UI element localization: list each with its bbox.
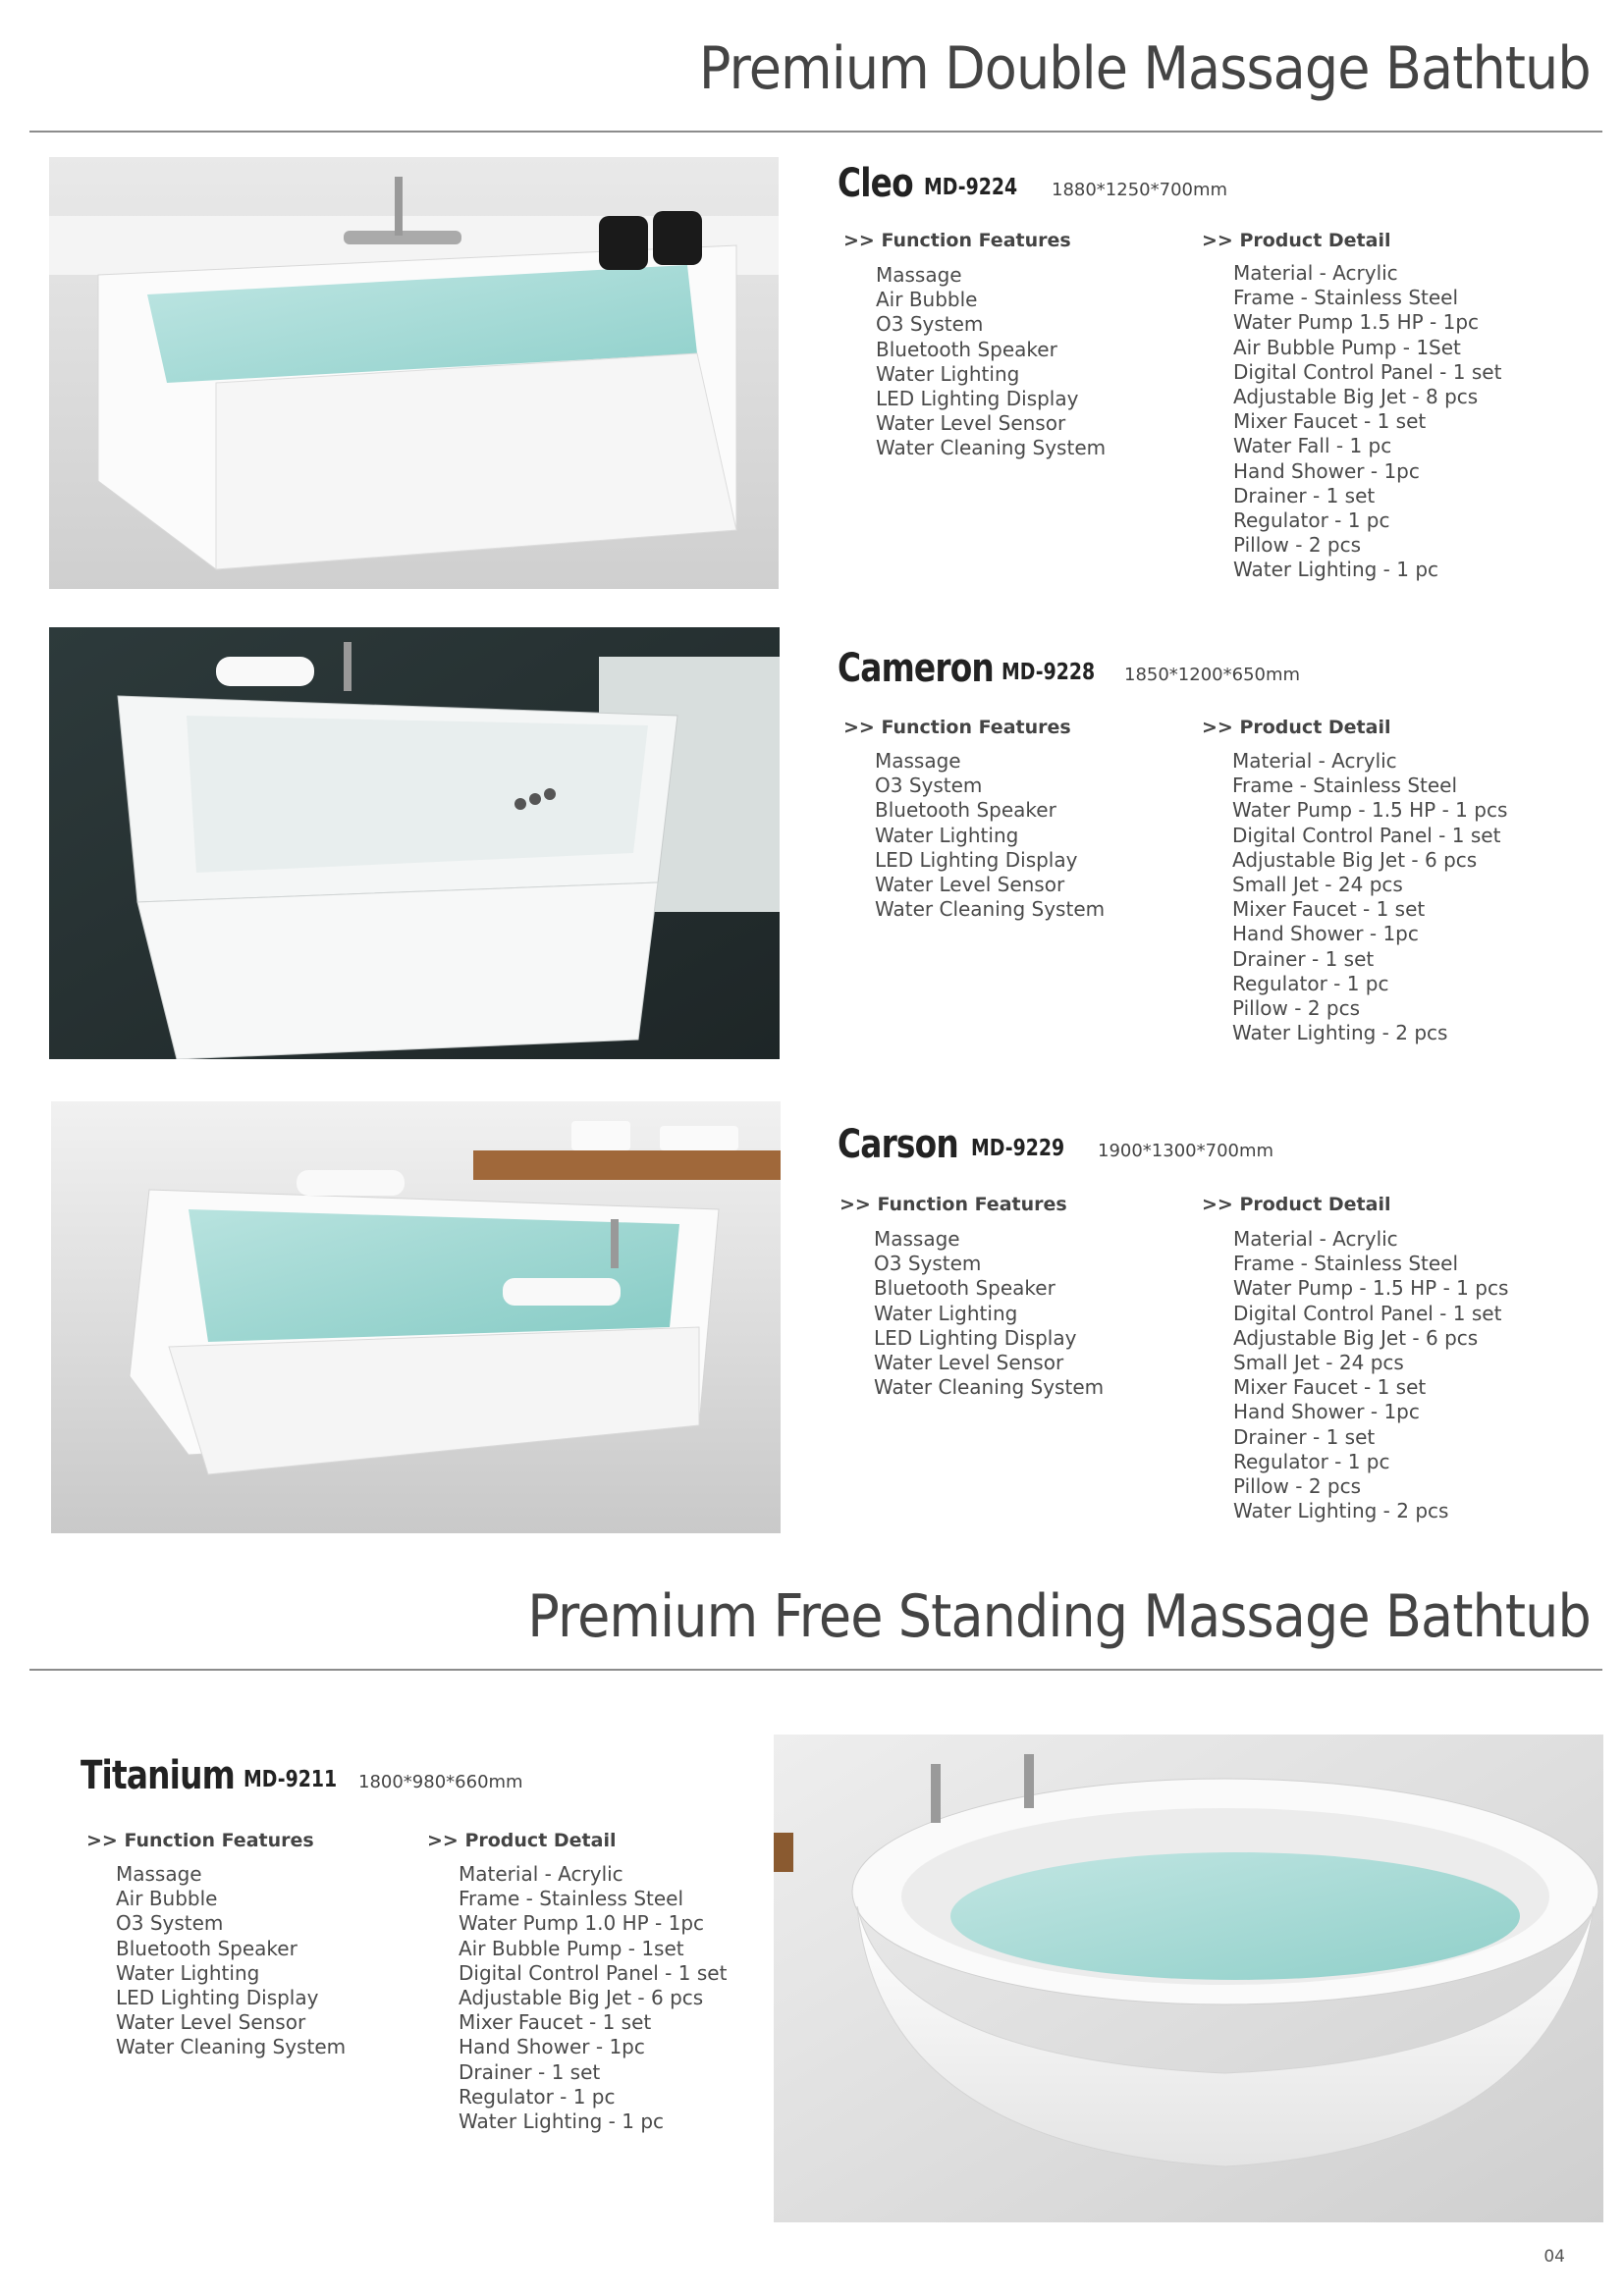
features-list [116, 1862, 346, 2060]
list-item: Regulator - 1 pc [1233, 1449, 1390, 1473]
list-item: Mixer Faucet - 1 set [1233, 409, 1427, 434]
function-features [86, 1830, 347, 2059]
list-item: Drainer - 1 set [1232, 946, 1375, 971]
list-item: Frame - Stainless Steel [1232, 774, 1458, 798]
detail-heading: >> Product Detail [1202, 230, 1391, 251]
list-item: Water Cleaning System [116, 2035, 347, 2059]
list-item: Bluetooth Speaker [876, 337, 1057, 361]
list-item: LED Lighting Display [116, 1986, 319, 2010]
carson-bathtub-photo [51, 1101, 781, 1533]
page-number: 04 [1543, 2247, 1565, 2267]
list-item: Water Pump 1.5 HP - 1pc [1233, 310, 1480, 335]
list-item: Material - Acrylic [1233, 1227, 1398, 1251]
list-item: Water Lighting [875, 823, 1019, 847]
list-item: Water Cleaning System [876, 436, 1107, 460]
detail-heading: >> Product Detail [427, 1830, 617, 1851]
list-item: Massage [874, 1227, 960, 1251]
product-detail [1202, 1194, 1509, 1523]
list-item: Adjustable Big Jet - 8 pcs [1233, 385, 1479, 409]
list-item: Water Level Sensor [876, 411, 1066, 436]
product-cameron [838, 642, 1584, 1054]
list-item: Water Level Sensor [116, 2010, 306, 2035]
list-item: Mixer Faucet - 1 set [1232, 897, 1426, 922]
list-item: Regulator - 1 pc [1232, 971, 1389, 995]
features-heading: >> Function Features [843, 717, 1071, 738]
list-item: Bluetooth Speaker [116, 1936, 298, 1960]
list-item: Air Bubble Pump - 1Set [1233, 335, 1461, 359]
product-detail [1202, 230, 1502, 582]
list-item: Hand Shower - 1pc [459, 2035, 645, 2059]
section-divider [29, 1669, 1602, 1671]
product-header [838, 642, 1584, 691]
section-divider [29, 131, 1602, 133]
model-number: MD-9211 [244, 1767, 338, 1792]
features-heading: >> Function Features [839, 1194, 1067, 1215]
list-item: Small Jet - 24 pcs [1233, 1351, 1404, 1375]
product-cleo [838, 157, 1584, 589]
list-item: Air Bubble [876, 288, 978, 312]
list-item: Digital Control Panel - 1 set [1233, 1301, 1502, 1325]
list-item: LED Lighting Display [875, 847, 1078, 872]
detail-list [1233, 261, 1501, 583]
list-item: Hand Shower - 1pc [1232, 922, 1419, 946]
list-item: Water Lighting [876, 361, 1020, 386]
list-item: Frame - Stainless Steel [459, 1887, 684, 1911]
list-item: Bluetooth Speaker [874, 1276, 1056, 1301]
list-item: Water Cleaning System [875, 897, 1106, 922]
list-item: Material - Acrylic [1233, 261, 1398, 285]
list-item: Water Pump - 1.5 HP - 1 pcs [1233, 1276, 1509, 1301]
list-item: Pillow - 2 pcs [1233, 533, 1362, 558]
list-item: Frame - Stainless Steel [1233, 1252, 1459, 1276]
list-item: Water Lighting - 1 pc [1233, 558, 1439, 582]
list-item: Pillow - 2 pcs [1232, 996, 1361, 1021]
list-item: Water Pump 1.0 HP - 1pc [459, 1911, 705, 1936]
list-item: Small Jet - 24 pcs [1232, 873, 1403, 897]
product-detail [427, 1830, 728, 2134]
list-item: Material - Acrylic [1232, 749, 1397, 773]
list-item: LED Lighting Display [876, 387, 1079, 411]
list-item: Massage [116, 1862, 202, 1886]
list-item: O3 System [876, 312, 984, 337]
list-item: Pillow - 2 pcs [1233, 1474, 1362, 1499]
list-item: Water Pump - 1.5 HP - 1 pcs [1232, 798, 1508, 823]
product-header [838, 157, 1584, 206]
list-item: Air Bubble Pump - 1set [459, 1936, 684, 1960]
detail-list [1233, 1227, 1508, 1523]
list-item: O3 System [116, 1911, 224, 1936]
list-item: Drainer - 1 set [459, 2059, 601, 2084]
list-item: Hand Shower - 1pc [1233, 1400, 1420, 1424]
product-header [838, 1118, 1584, 1167]
model-number: MD-9224 [924, 175, 1018, 200]
list-item: LED Lighting Display [874, 1325, 1077, 1350]
list-item: Massage [875, 749, 961, 773]
list-item: Digital Control Panel - 1 set [1233, 359, 1502, 384]
list-item: Adjustable Big Jet - 6 pcs [1233, 1325, 1479, 1350]
list-item: Regulator - 1 pc [1233, 508, 1390, 533]
list-item: Adjustable Big Jet - 6 pcs [1232, 847, 1478, 872]
list-item: Regulator - 1 pc [459, 2084, 616, 2109]
list-item: Massage [876, 263, 962, 287]
cameron-bathtub-photo [49, 627, 780, 1059]
cleo-bathtub-photo [49, 157, 779, 589]
list-item: Water Lighting [116, 1960, 260, 1985]
list-item: Mixer Faucet - 1 set [459, 2010, 652, 2035]
list-item: Water Level Sensor [875, 873, 1065, 897]
list-item: O3 System [874, 1252, 982, 1276]
section-title-freestanding: Premium Free Standing Massage Bathtub [527, 1582, 1591, 1651]
list-item: Water Lighting - 2 pcs [1233, 1499, 1449, 1523]
product-header [81, 1749, 768, 1798]
product-name: Carson [838, 1122, 958, 1167]
list-item: Water Level Sensor [874, 1351, 1064, 1375]
list-item: Water Cleaning System [874, 1375, 1105, 1400]
product-name: Titanium [81, 1753, 235, 1798]
list-item: Bluetooth Speaker [875, 798, 1056, 823]
model-number: MD-9228 [1001, 660, 1096, 685]
list-item: Hand Shower - 1pc [1233, 458, 1420, 483]
list-item: Adjustable Big Jet - 6 pcs [459, 1986, 704, 2010]
list-item: Drainer - 1 set [1233, 1424, 1376, 1449]
dimensions: 1900*1300*700mm [1098, 1141, 1274, 1161]
list-item: Water Fall - 1 pc [1233, 434, 1392, 458]
list-item: Frame - Stainless Steel [1233, 286, 1459, 310]
list-item: Air Bubble [116, 1887, 218, 1911]
detail-list [1232, 749, 1507, 1045]
model-number: MD-9229 [971, 1136, 1065, 1161]
function-features [843, 717, 1106, 922]
function-features [839, 1194, 1105, 1400]
dimensions: 1880*1250*700mm [1052, 180, 1228, 200]
list-item: O3 System [875, 774, 983, 798]
product-name: Cameron [838, 646, 994, 691]
features-heading: >> Function Features [86, 1830, 314, 1851]
list-item: Drainer - 1 set [1233, 483, 1376, 507]
dimensions: 1850*1200*650mm [1124, 665, 1301, 685]
list-item: Digital Control Panel - 1 set [1232, 823, 1501, 847]
features-list [876, 263, 1106, 461]
product-carson [838, 1118, 1584, 1530]
list-item: Mixer Faucet - 1 set [1233, 1375, 1427, 1400]
dimensions: 1800*980*660mm [358, 1772, 523, 1792]
list-item: Material - Acrylic [459, 1862, 623, 1886]
list-item: Water Lighting - 1 pc [459, 2109, 665, 2134]
features-list [875, 749, 1105, 922]
product-detail [1202, 717, 1508, 1045]
detail-heading: >> Product Detail [1202, 717, 1391, 738]
list-item: Digital Control Panel - 1 set [459, 1960, 728, 1985]
features-heading: >> Function Features [843, 230, 1071, 251]
function-features [843, 230, 1107, 460]
titanium-bathtub-photo [774, 1735, 1603, 2222]
list-item: Water Lighting [874, 1301, 1018, 1325]
features-list [874, 1227, 1104, 1400]
detail-list [459, 1862, 727, 2134]
product-name: Cleo [838, 161, 913, 206]
section-title-double: Premium Double Massage Bathtub [699, 34, 1591, 103]
product-titanium [81, 1749, 768, 2162]
list-item: Water Lighting - 2 pcs [1232, 1021, 1448, 1045]
detail-heading: >> Product Detail [1202, 1194, 1391, 1215]
